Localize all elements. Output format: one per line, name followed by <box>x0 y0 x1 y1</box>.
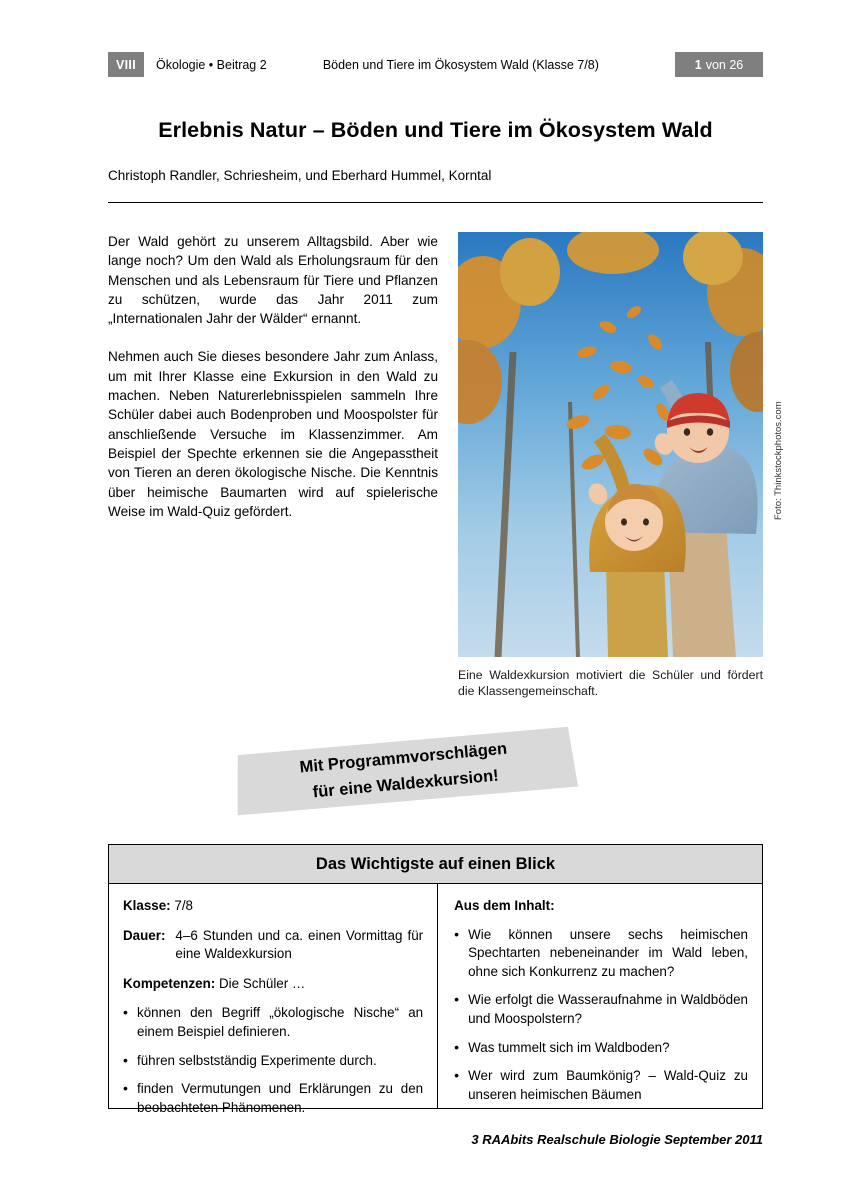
page-indicator <box>675 52 763 77</box>
summary-right-column <box>438 884 762 1108</box>
page-footer: 3 RAAbits Realschule Biologie September 2011 <box>471 1132 763 1147</box>
klasse-value: 7/8 <box>174 898 193 913</box>
intro-paragraph-1: Der Wald gehört zu unserem Alltagsbild. Aber wie lange noch? Um den Wald als Erholungsraum für den Menschen und als Lebensraum für Tiere und Pflanzen zu schützen, wurde das Jahr 2011 zum „Internationalen Jahr der Wälder“ ernannt. <box>108 234 438 327</box>
photo-caption: Eine Waldexkursion motiviert die Schüler und fördert die Klassengemeinschaft. <box>458 668 763 698</box>
page-number: 1 <box>694 57 702 72</box>
photo-credit: Foto: Thinkstockphotos.com <box>773 401 784 520</box>
summary-box-heading: Das Wichtigste auf einen Blick <box>109 845 762 884</box>
header-topic: Ökologie • Beitrag 2 <box>156 57 267 72</box>
header-title: Böden und Tiere im Ökosystem Wald (Klasse 7/8) <box>322 57 599 72</box>
dauer-row <box>123 927 423 964</box>
promo-banner <box>232 736 577 806</box>
photo-children-autumn-leaves <box>458 232 763 657</box>
page-header <box>108 52 763 77</box>
banner-line-2: für eine Waldexkursion! <box>312 766 500 802</box>
kompetenzen-label: Kompetenzen: <box>123 975 216 991</box>
klasse-row <box>123 897 423 916</box>
list-item: • können den Begriff „ökologische Nische“ an einem Beispiel definieren. <box>123 1004 423 1041</box>
banner-text <box>230 721 580 822</box>
list-item: • führen selbstständig Experimente durch. <box>123 1052 423 1071</box>
list-item: • Wer wird zum Baumkönig? – Wald-Quiz zu unseren heimischen Bäumen <box>454 1067 748 1104</box>
inhalt-label: Aus dem Inhalt: <box>454 898 555 913</box>
kompetenzen-row <box>123 975 423 994</box>
dauer-label: Dauer: <box>123 927 166 943</box>
list-item: • finden Vermutungen und Erklärungen zu den beobachteten Phänomenen. <box>123 1080 423 1117</box>
intro-paragraph-2: Nehmen auch Sie dieses besondere Jahr zum Anlass, um mit Ihrer Klasse eine Exkursion in den Wald zu machen. Neben Naturerlebnisspielen sammeln Ihre Schüler dabei auch Bodenproben und Moospolster für anschließende Versuche im Klassenzimmer. Am Beispiel der Spechte erkennen sie die Angepasstheit von Tieren an deren ökologische Nische. Die Kenntnis über heimische Baumarten wird auf spielerische Weise im Wald-Quiz gefördert. <box>108 349 438 519</box>
list-item: • Wie erfolgt die Wasseraufnahme in Waldböden und Moospolstern? <box>454 991 748 1028</box>
authors-line: Christoph Randler, Schriesheim, und Eberhard Hummel, Korntal <box>108 168 492 183</box>
page-title: Erlebnis Natur – Böden und Tiere im Ökosystem Wald <box>158 118 713 142</box>
summary-box <box>108 844 763 1115</box>
banner-line-1: Mit Programmvorschlägen <box>298 739 508 777</box>
title-divider <box>108 202 763 203</box>
summary-left-column <box>109 884 438 1115</box>
photo-illustration <box>458 232 763 657</box>
dauer-value: 4–6 Stunden und ca. einen Vormittag für eine Waldexkursion <box>175 927 424 962</box>
inhalt-list <box>454 926 748 1105</box>
list-item: • Was tummelt sich im Waldboden? <box>454 1039 748 1058</box>
kompetenzen-value: Die Schüler … <box>219 975 306 991</box>
intro-text <box>108 232 438 540</box>
list-item: • Wie können unsere sechs heimischen Spechtarten nebeneinander im Wald leben, ohne sich Konkurrenz zu machen? <box>454 926 748 982</box>
kompetenzen-list <box>123 1004 423 1117</box>
chapter-badge: VIII <box>108 52 144 77</box>
summary-box-body <box>109 884 762 1115</box>
klasse-label: Klasse: <box>123 898 171 913</box>
page-total: von 26 <box>705 57 744 72</box>
